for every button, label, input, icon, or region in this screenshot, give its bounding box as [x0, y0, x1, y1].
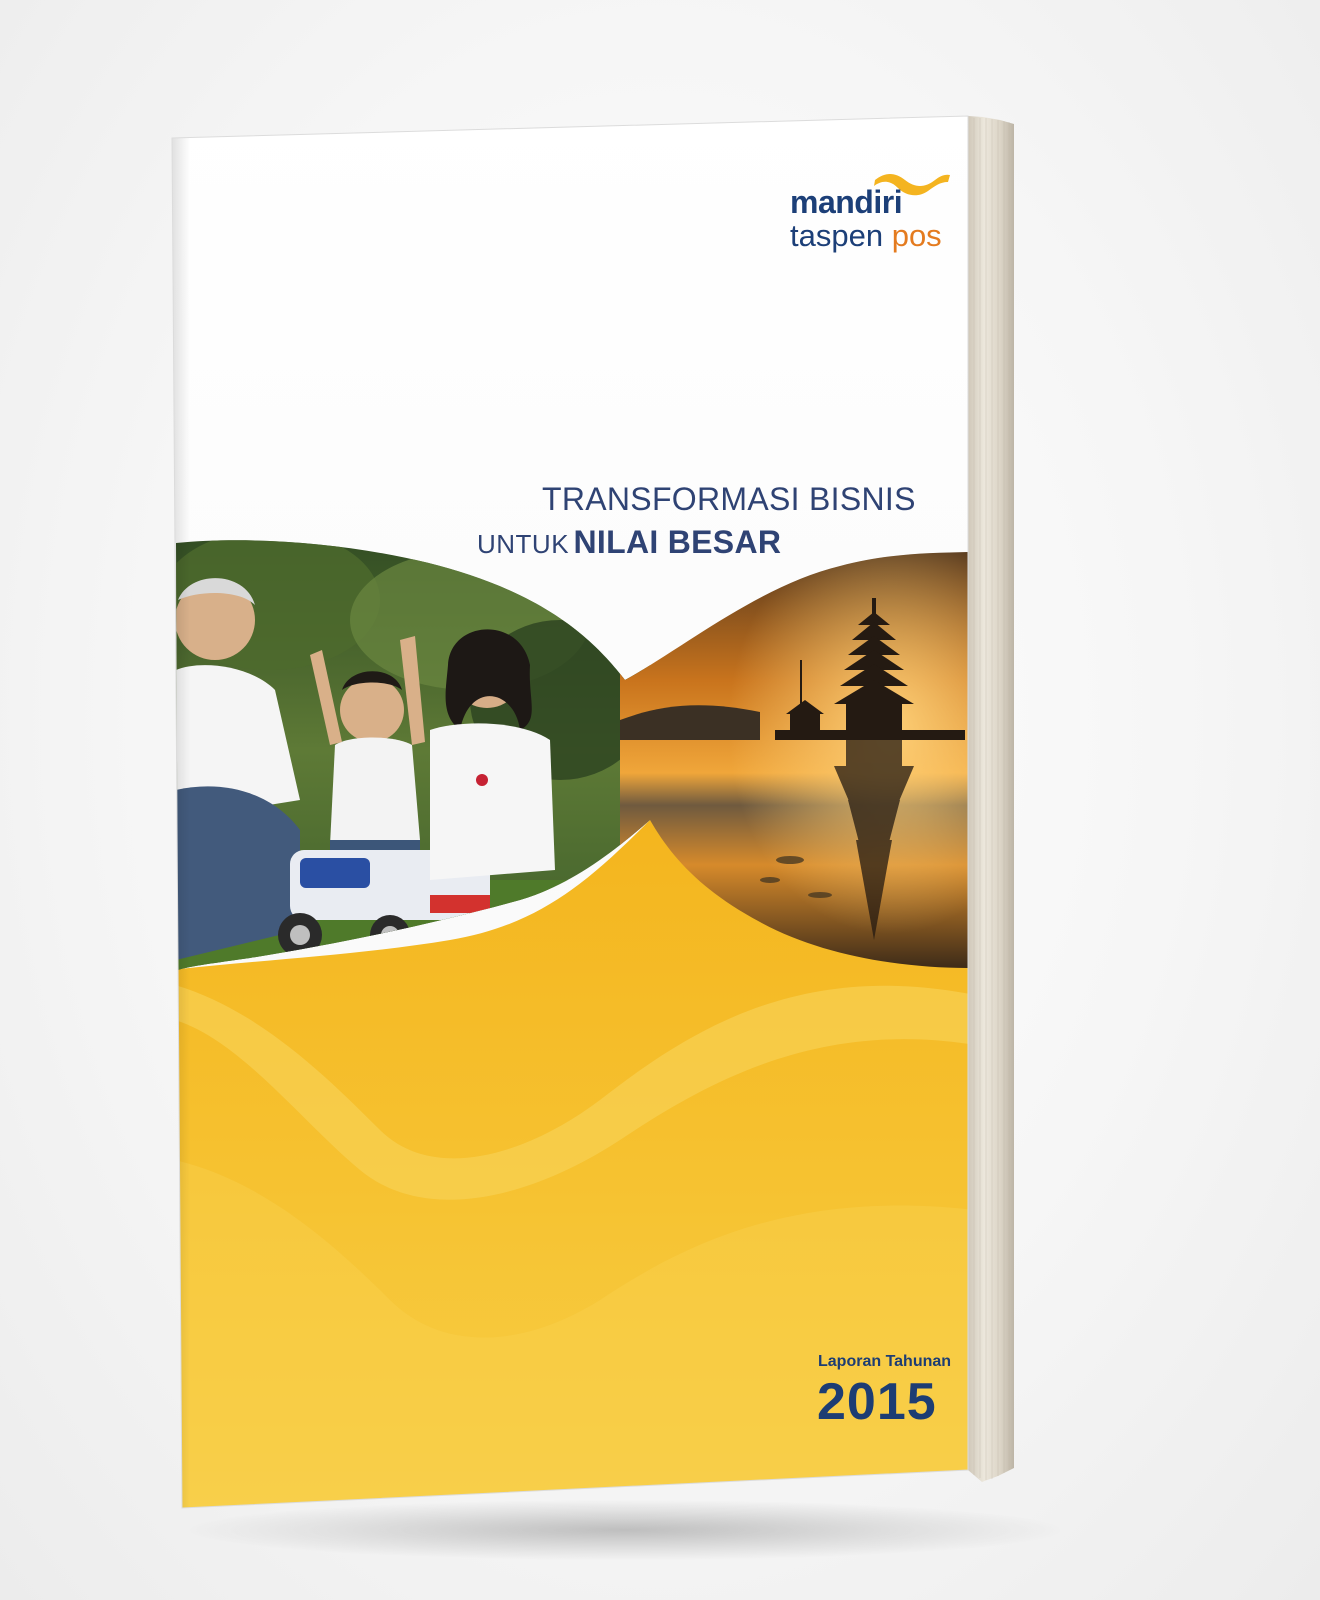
brand-name-pos: pos: [891, 218, 942, 253]
cover-title-line1: TRANSFORMASI BISNIS: [542, 481, 916, 517]
cover-title-line2: [477, 524, 781, 561]
brand-name-line2: [790, 219, 942, 253]
brand-name-taspen: taspen: [790, 218, 884, 253]
brand-logo: [790, 185, 965, 265]
cover-title-prefix: UNTUK: [477, 529, 570, 559]
child-figure: [340, 678, 404, 742]
book-cover: [160, 100, 980, 1520]
report-label: Laporan Tahunan: [818, 1353, 952, 1370]
book-pages-edge: [968, 116, 1014, 1482]
report-year: 2015: [817, 1373, 937, 1431]
cover-title-emphasis: NILAI BESAR: [573, 524, 782, 560]
brand-name-line1: mandiri: [790, 184, 903, 220]
